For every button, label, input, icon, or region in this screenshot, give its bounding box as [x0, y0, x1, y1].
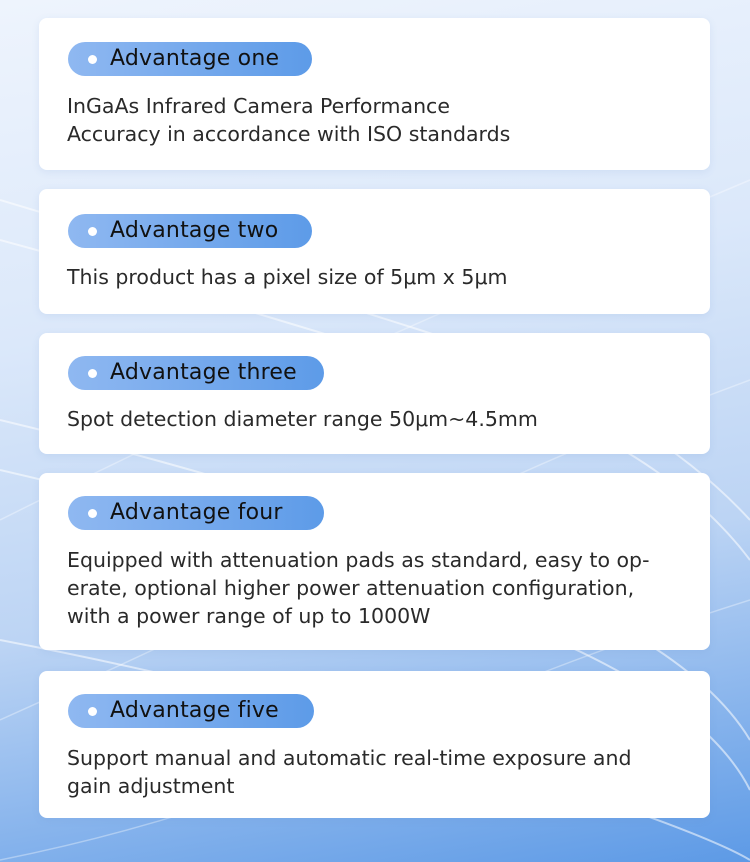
- bullet-dot-icon: [88, 55, 97, 64]
- advantage-three-description: [67, 405, 682, 433]
- description-line: gain adjustment: [67, 774, 235, 798]
- advantage-three-badge: [68, 356, 324, 390]
- bullet-dot-icon: [88, 227, 97, 236]
- advantage-three-title: Advantage three: [110, 360, 297, 385]
- advantage-one-description: [67, 92, 682, 148]
- description-line: Spot detection diameter range 50μm~4.5mm: [67, 407, 538, 431]
- description-line: InGaAs Infrared Camera Performance: [67, 94, 450, 118]
- description-line: erate, optional higher power attenuation configuration,: [67, 576, 635, 600]
- description-line: Equipped with attenuation pads as standard, easy to op-: [67, 548, 650, 572]
- advantage-card-two: [39, 189, 710, 314]
- advantage-two-description: [67, 263, 682, 291]
- description-line: Support manual and automatic real-time exposure and: [67, 746, 632, 770]
- advantage-card-one: [39, 18, 710, 170]
- bullet-dot-icon: [88, 707, 97, 716]
- advantage-one-title: Advantage one: [110, 46, 280, 71]
- bullet-dot-icon: [88, 369, 97, 378]
- advantage-card-four: [39, 473, 710, 650]
- advantage-two-title: Advantage two: [110, 218, 279, 243]
- description-line: This product has a pixel size of 5μm x 5μm: [67, 265, 508, 289]
- advantage-four-title: Advantage four: [110, 500, 283, 525]
- description-line: Accuracy in accordance with ISO standards: [67, 122, 511, 146]
- description-line: with a power range of up to 1000W: [67, 604, 431, 628]
- advantage-four-description: [67, 546, 682, 630]
- bullet-dot-icon: [88, 509, 97, 518]
- advantage-five-title: Advantage five: [110, 698, 279, 723]
- advantage-card-five: [39, 671, 710, 818]
- advantage-five-description: [67, 744, 682, 800]
- advantage-card-three: [39, 333, 710, 454]
- advantage-one-badge: [68, 42, 312, 76]
- advantage-four-badge: [68, 496, 324, 530]
- advantage-two-badge: [68, 214, 312, 248]
- advantage-five-badge: [68, 694, 314, 728]
